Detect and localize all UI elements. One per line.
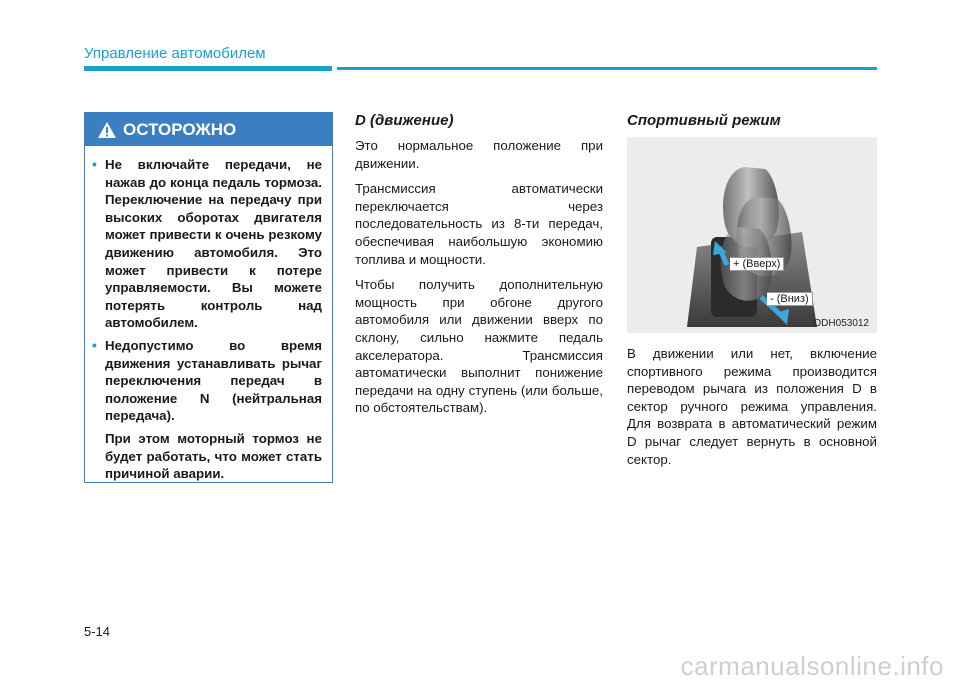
drive-paragraph: Трансмиссия автоматически переключается через последовательность из 8-ти передач, обеспечивая наибольшую экономию топлива и мощности. [355,181,603,267]
bullet-icon: • [92,156,97,172]
gear-shifter-illustration [627,137,877,333]
watermark[interactable]: carmanualsonline.info [680,651,944,681]
sport-paragraph: В движении или нет, включение спортивного режима производится переводом рычага из положения D в сектор ручного режима управления. Для возврата в автоматический режим D рычаг следует вернуть в основной сектор. [627,346,877,467]
drive-section [355,112,603,425]
figure-code: ODH053012 [813,318,869,329]
warning-item [92,156,322,332]
page-number: 5-14 [84,624,111,639]
warning-item [92,336,322,425]
drive-title: D (движение) [355,112,454,129]
warning-title: ОСТОРОЖНО [123,119,237,139]
warning-body [85,146,332,483]
drive-paragraph: Это нормальное положение при движении. [355,138,603,171]
shift-down-label: - (Вниз) [767,292,813,306]
warning-box [84,112,333,483]
warning-item-text: Не включайте передачи, не нажав до конца педаль тормоза. Переключение на передачу при высоких оборотах двигателя может привести к очень резкому движению автомобиля. Это может привести к потере управляемости. Вы можете потерять контроль над автомобилем. [105,157,322,331]
header-bar-light [337,67,877,70]
sport-section [627,112,877,476]
shift-up-label: + (Вверх) [730,257,784,271]
warning-triangle-icon [97,121,117,139]
warning-extra-paragraph: При этом моторный тормоз не будет работать, что может стать причиной аварии. [105,430,322,482]
warning-item-text: Недопустимо во время движения устанавливать рычаг переключения передач в положение N (нейтральная передача). [105,337,322,424]
gear-shifter-figure [627,137,877,333]
sport-title: Спортивный режим [627,112,781,129]
header-bar-dark [84,66,332,71]
section-header-title: Управление автомобилем [84,45,266,62]
bullet-icon: • [92,336,97,353]
drive-paragraph: Чтобы получить дополнительную мощность при обгоне другого автомобиля или движении вверх по склону, сильно нажмите педаль акселератора. Трансмиссия автоматически выполнит понижение передачи на одну ступень (или больше, по обстоятельствам). [355,277,603,416]
warning-header [85,113,332,146]
